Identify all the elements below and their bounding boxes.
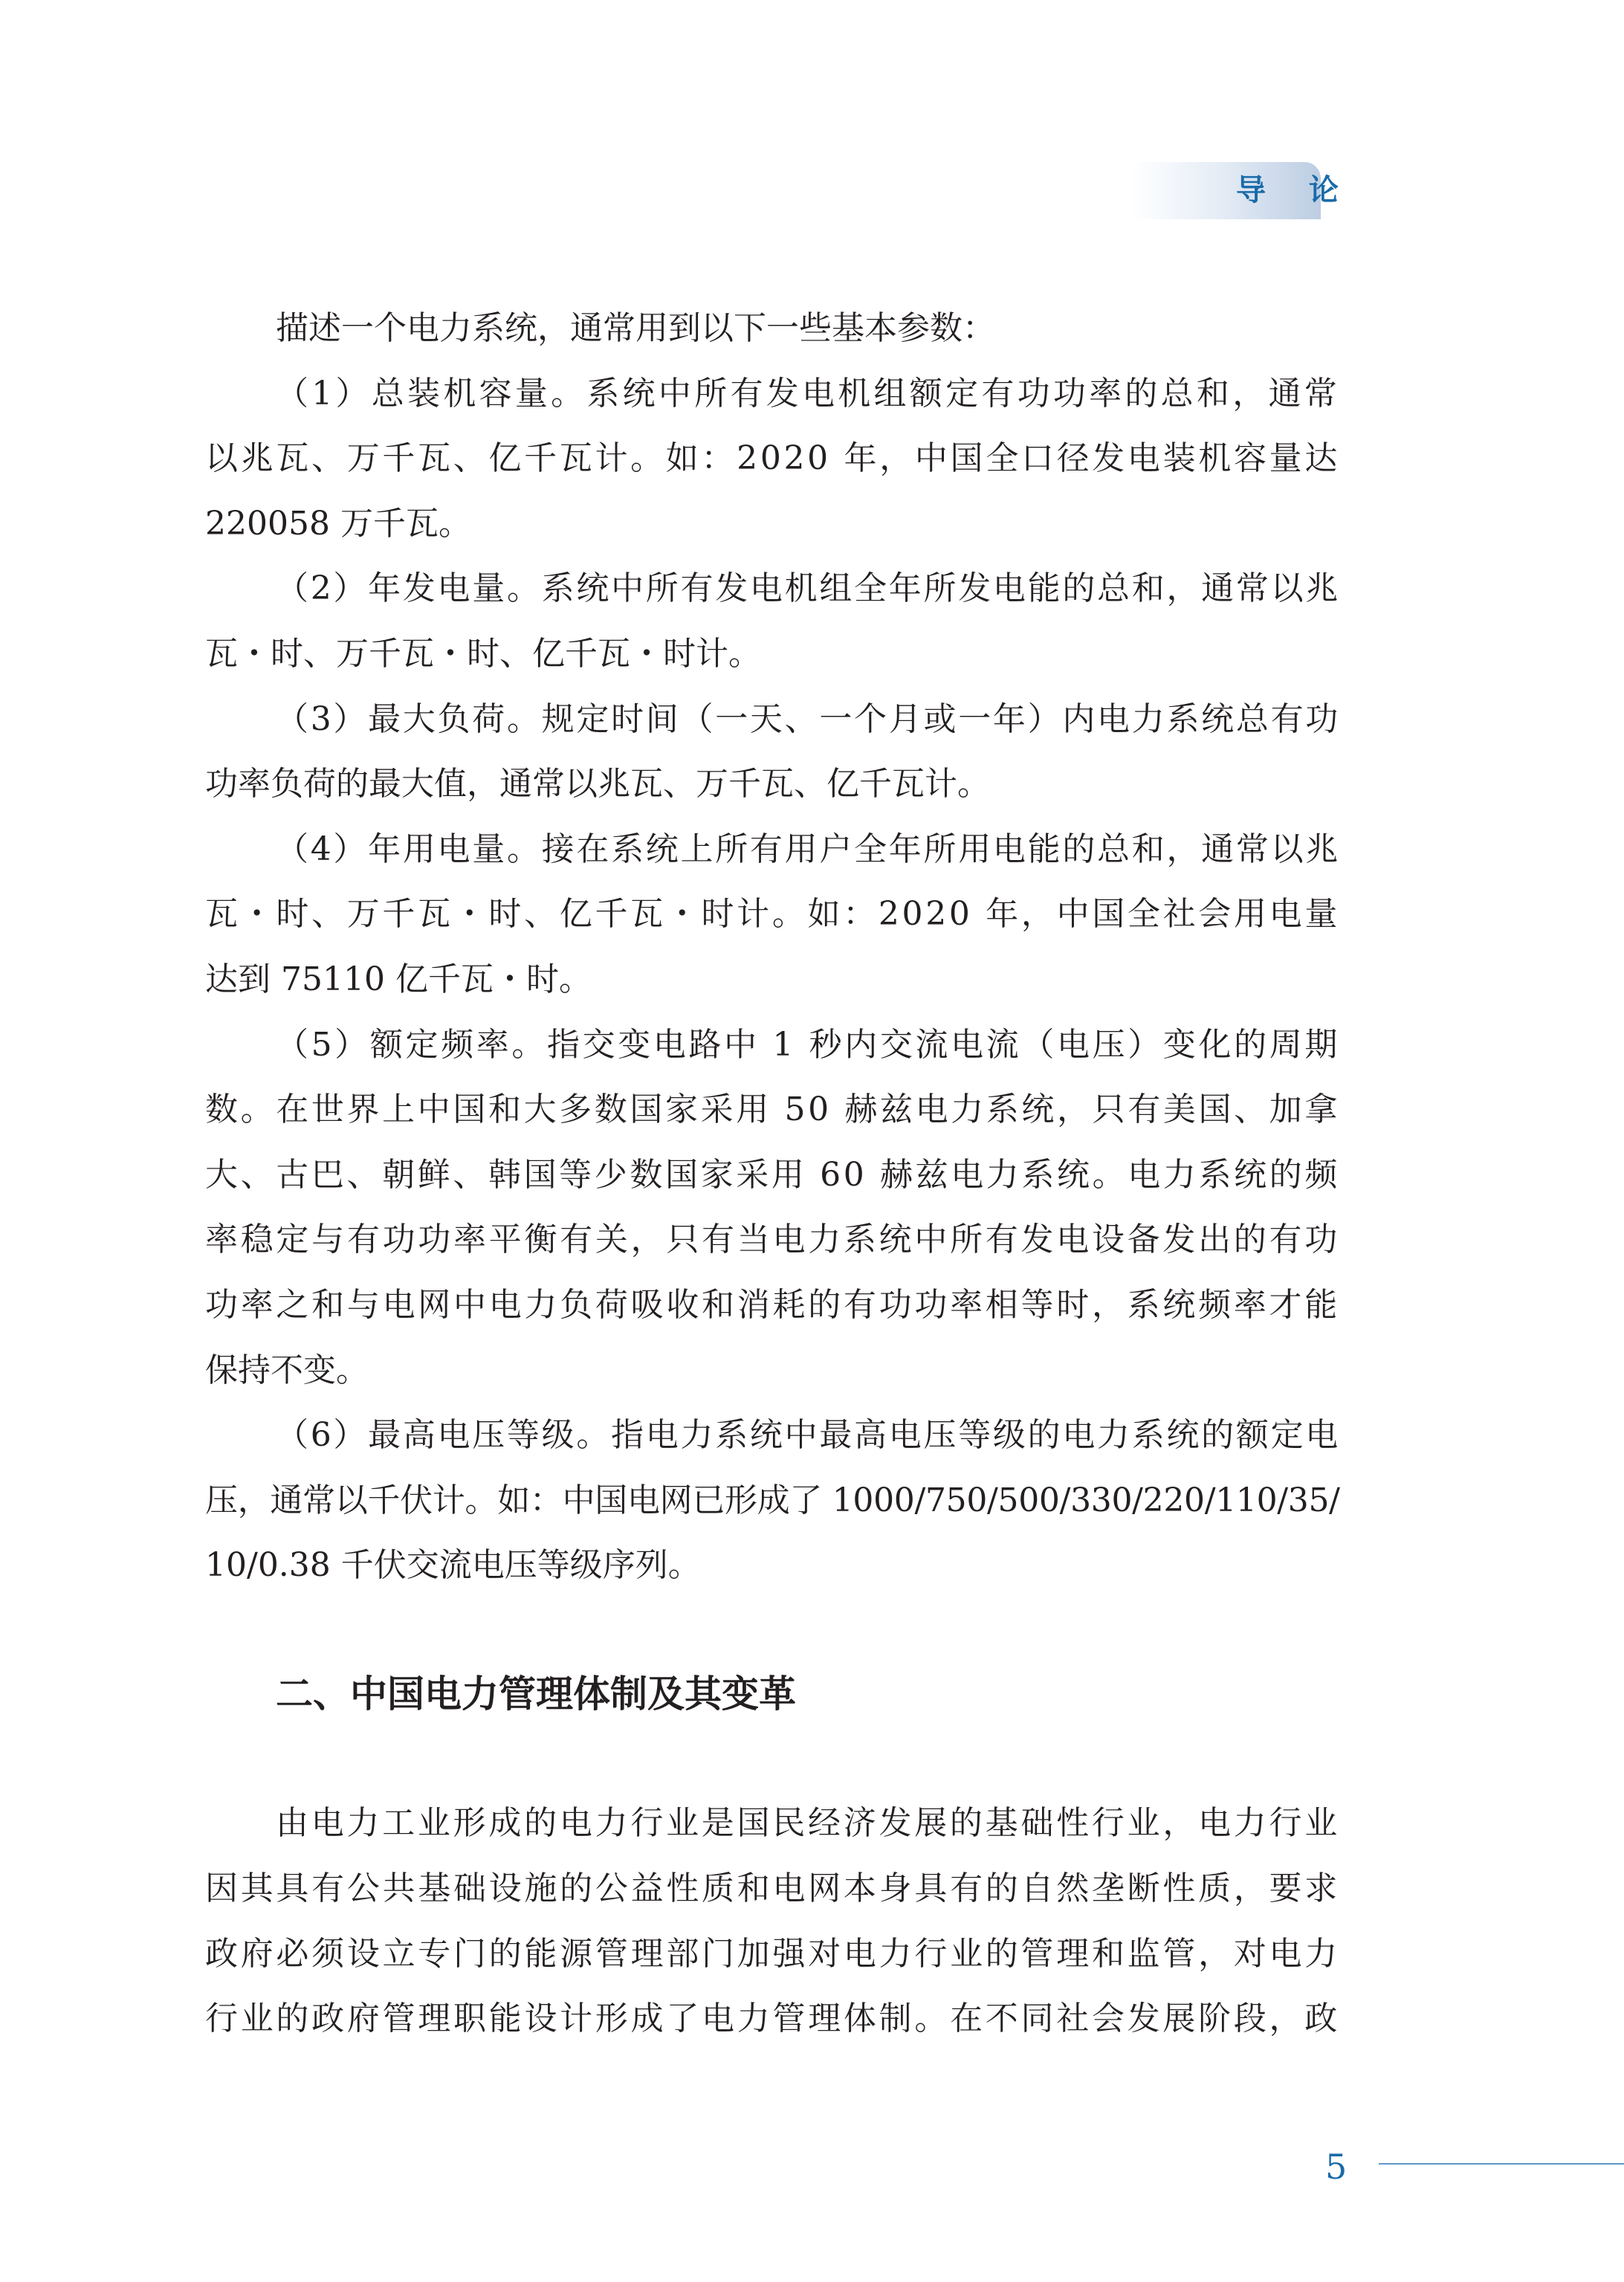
text-line: 率稳定与有功功率平衡有关，只有当电力系统中所有发电设备发出的有功: [205, 1221, 1340, 1259]
text-line: 功率负荷的最大值，通常以兆瓦、万千瓦、亿千瓦计。: [205, 765, 990, 804]
paragraph: [205, 687, 1340, 817]
section-tab: [1132, 162, 1355, 219]
text-line: 220058 万千瓦。: [205, 504, 471, 543]
text-line: （2）年发电量。系统中所有发电机组全年所发电能的总和，通常以兆: [276, 569, 1340, 608]
paragraph: [205, 817, 1340, 1012]
text-line-box: [205, 687, 1340, 752]
text-line: 保持不变。: [205, 1351, 369, 1389]
paragraphs-top: [205, 296, 1340, 1598]
text-line-box: [205, 491, 1340, 557]
paragraph: [205, 1012, 1340, 1403]
text-line-box: [205, 1986, 1340, 2052]
text-line-box: [205, 1921, 1340, 1987]
text-line-box: [205, 1468, 1340, 1533]
text-line: 达到 75110 亿千瓦・时。: [205, 960, 592, 998]
paragraphs-bottom: [205, 1791, 1340, 2051]
text-line: 政府必须设立专门的能源管理部门加强对电力行业的管理和监管，对电力: [205, 1934, 1340, 1973]
text-line: 瓦・时、万千瓦・时、亿千瓦・时计。如：2020 年，中国全社会用电量: [205, 895, 1340, 934]
text-line-box: [205, 882, 1340, 947]
paragraph: [205, 296, 1340, 361]
body-text: [205, 296, 1340, 2052]
text-line-box: [205, 1533, 1340, 1598]
page-number: 5: [1325, 2147, 1348, 2187]
text-line-box: [205, 751, 1340, 817]
text-line: （4）年用电量。接在系统上所有用户全年所用电能的总和，通常以兆: [276, 830, 1340, 868]
text-line-box: [205, 1403, 1340, 1468]
text-line: 由电力工业形成的电力行业是国民经济发展的基础性行业，电力行业: [276, 1804, 1340, 1843]
paragraph: [205, 1791, 1340, 2051]
text-line-box: [205, 1856, 1340, 1921]
footer-rule: [1379, 2163, 1624, 2165]
text-line: 因其具有公共基础设施的公益性质和电网本身具有的自然垄断性质，要求: [205, 1869, 1340, 1908]
text-line: 压，通常以千伏计。如：中国电网已形成了 1000/750/500/330/220/110/35/: [205, 1481, 1340, 1519]
text-line-box: [205, 1273, 1340, 1338]
text-line-box: [205, 621, 1340, 687]
text-line-box: [205, 361, 1340, 427]
text-line: 数。在世界上中国和大多数国家采用 50 赫兹电力系统，只有美国、加拿: [205, 1090, 1340, 1129]
text-line: （1）总装机容量。系统中所有发电机组额定有功功率的总和，通常: [276, 374, 1340, 413]
text-line: 大、古巴、朝鲜、韩国等少数国家采用 60 赫兹电力系统。电力系统的频: [205, 1155, 1340, 1194]
text-line-box: [205, 817, 1340, 882]
paragraph: [205, 556, 1340, 686]
text-line: （5）额定频率。指交变电路中 1 秒内交流电流（电压）变化的周期: [276, 1025, 1340, 1064]
text-line-box: [205, 947, 1340, 1012]
text-line-box: [205, 1012, 1340, 1078]
text-line: 以兆瓦、万千瓦、亿千瓦计。如：2020 年，中国全口径发电装机容量达: [205, 439, 1340, 478]
text-line: （3）最大负荷。规定时间（一天、一个月或一年）内电力系统总有功: [276, 699, 1340, 738]
text-line-box: [205, 1791, 1340, 1856]
section-heading: 二、中国电力管理体制及其变革: [276, 1671, 796, 1716]
text-line-box: [205, 556, 1340, 621]
section-tab-label: 导 论: [1236, 172, 1355, 207]
text-line: （6）最高电压等级。指电力系统中最高电压等级的电力系统的额定电: [276, 1416, 1340, 1455]
text-line-box: [205, 1207, 1340, 1273]
text-line-box: [205, 296, 1340, 361]
text-line: 功率之和与电网中电力负荷吸收和消耗的有功功率相等时，系统频率才能: [205, 1285, 1340, 1324]
text-line-box: [205, 1338, 1340, 1403]
paragraph: [205, 1403, 1340, 1598]
text-line-box: [205, 1077, 1340, 1142]
text-line: 行业的政府管理职能设计形成了电力管理体制。在不同社会发展阶段，政: [205, 2000, 1340, 2038]
text-line-box: [205, 426, 1340, 491]
paragraph: [205, 361, 1340, 557]
text-line: 10/0.38 千伏交流电压等级序列。: [205, 1546, 701, 1585]
text-line-box: [205, 1142, 1340, 1208]
text-line: 瓦・时、万千瓦・时、亿千瓦・时计。: [205, 634, 761, 673]
text-line: 描述一个电力系统，通常用到以下一些基本参数：: [276, 309, 995, 347]
